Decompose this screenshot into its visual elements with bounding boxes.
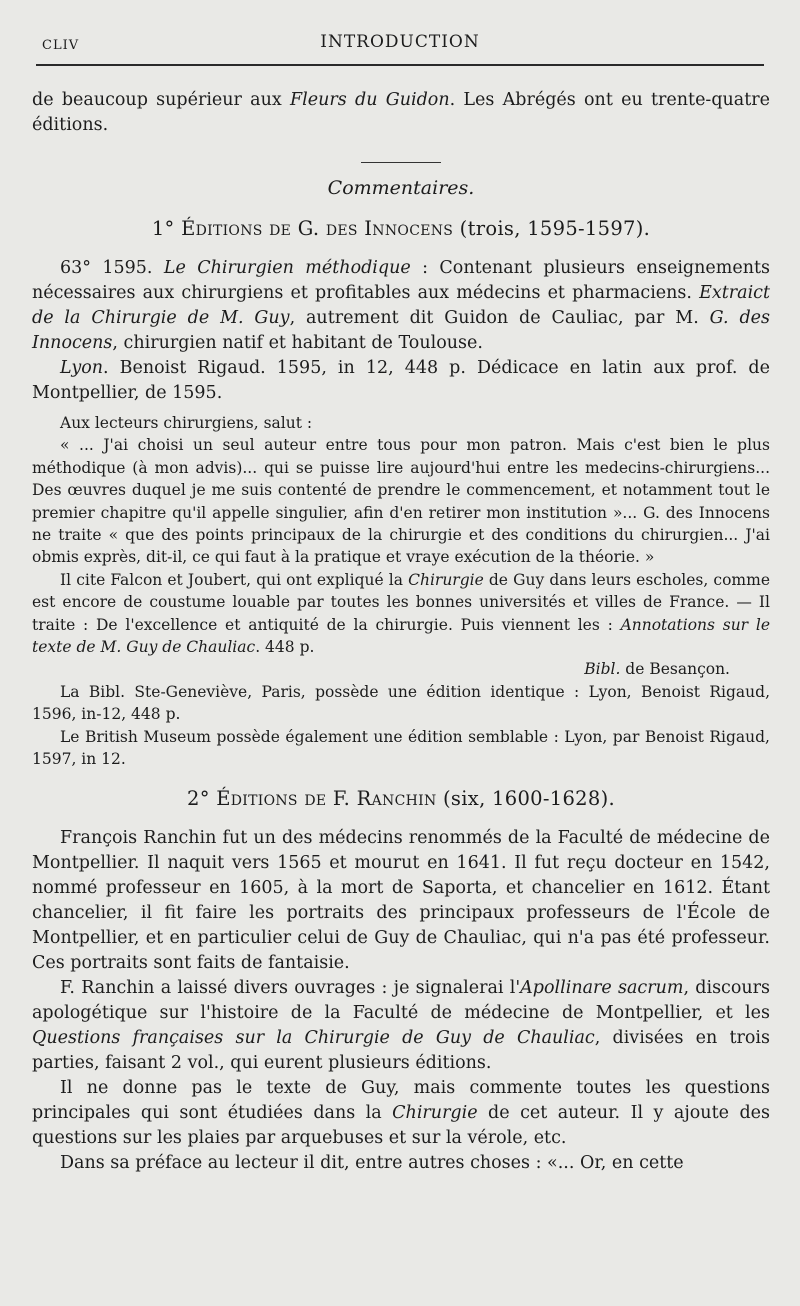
entry-63-imprint: Lyon. Benoist Rigaud. 1595, in 12, 448 p. Dédicace en latin aux prof. de Montpellier, de 1595. bbox=[32, 358, 770, 403]
library-note-besancon: Bibl. de Besançon. bbox=[584, 660, 730, 679]
ranchin-preface: Dans sa préface au lecteur il dit, entre autres choses : «... Or, en cette bbox=[60, 1152, 684, 1173]
ranchin-commentary: Il ne donne pas le texte de Guy, mais commente toutes les questions principales qui sont étudiées dans la Chirurgie de cet auteur. Il y ajoute des questions sur les plaies par arquebuses et sur la vérole, etc. bbox=[32, 1077, 770, 1148]
genevieve-paragraph: La Bibl. Ste-Geneviève, Paris, possède une édition identique : Lyon, Benoist Rigaud, 1596, in-12, 448 p. bbox=[32, 682, 770, 724]
running-title: INTRODUCTION bbox=[320, 32, 480, 52]
paragraph-abreges: de beaucoup supérieur aux Fleurs du Guidon. Les Abrégés ont eu trente-quatre éditions. bbox=[32, 90, 770, 135]
commentaires-heading: Commentaires. bbox=[327, 177, 475, 199]
falcon-paragraph: Il cite Falcon et Joubert, qui ont expliqué la Chirurgie de Guy dans leurs escholes, comme est encore de coustume louable par toutes les bonnes universités et villes de France. — Il traite : De l'excellence et antiquité de la chirurgie. Puis viennent les : Annotations sur le texte de M. Guy de Chauliac. 448 p. bbox=[32, 570, 770, 657]
header-rule bbox=[36, 64, 764, 66]
section-heading-ranchin: 2° Éditions de F. Ranchin (six, 1600-1628). bbox=[186, 786, 616, 810]
page-number: CLIV bbox=[42, 38, 80, 53]
page-body bbox=[32, 88, 770, 1176]
section-heading-innocens: 1° Éditions de G. des Innocens (trois, 1595-1597). bbox=[151, 217, 651, 240]
page-header bbox=[36, 28, 764, 58]
british-museum-paragraph: Le British Museum possède également une édition semblable : Lyon, par Benoist Rigaud, 1597, in 12. bbox=[32, 727, 770, 769]
ranchin-works: F. Ranchin a laissé divers ouvrages : je signalerai l'Apollinare sacrum, discours apologétique sur l'histoire de la Faculté de médecine de Montpellier, et les Questions françaises sur la Chirurgie de Guy de Chauliac, divisées en trois parties, faisant 2 vol., qui eurent plusieurs éditions. bbox=[32, 977, 771, 1073]
entry-63: 63° 1595. Le Chirurgien méthodique : Contenant plusieurs enseignements nécessaires aux chirurgiens et profitables aux médecins et pharmaciens. Extraict de la Chirurgie de M. Guy, autrement dit Guidon de Cauliac, par M. G. des Innocens, chirurgien natif et habitant de Toulouse. bbox=[32, 258, 770, 353]
section-divider bbox=[361, 162, 441, 163]
salut-line: Aux lecteurs chirurgiens, salut : bbox=[60, 414, 313, 432]
preface-quote: « ... J'ai choisi un seul auteur entre tous pour mon patron. Mais c'est bien le plus méthodique (à mon advis)... qui se puisse lire aujourd'hui entre les medecins-chirurgiens... Des œuvres duquel je me suis contenté de prendre le commencement, et notamment tout le premier chapitre qu'il appelle singulier, afin d'en retirer mon institution »... G. des Innocens ne traite « que des points principaux de la chirurgie et des conditions du chirurgien... J'ai obmis exprès, dit-il, ce qui faut à la pratique et vraye exécution de la théorie. » bbox=[32, 436, 770, 567]
ranchin-biography: François Ranchin fut un des médecins renommés de la Faculté de médecine de Montpellier. Il naquit vers 1565 et mourut en 1641. Il fut reçu docteur en 1542, nommé professeur en 1605, à la mort de Saporta, et chancelier en 1612. Étant chancelier, il fit faire les portraits des principaux professeurs de l'École de Montpellier, et en particulier celui de Guy de Chauliac, qui n'a pas été professeur. Ces portraits sont faits de fantaisie. bbox=[32, 827, 770, 973]
